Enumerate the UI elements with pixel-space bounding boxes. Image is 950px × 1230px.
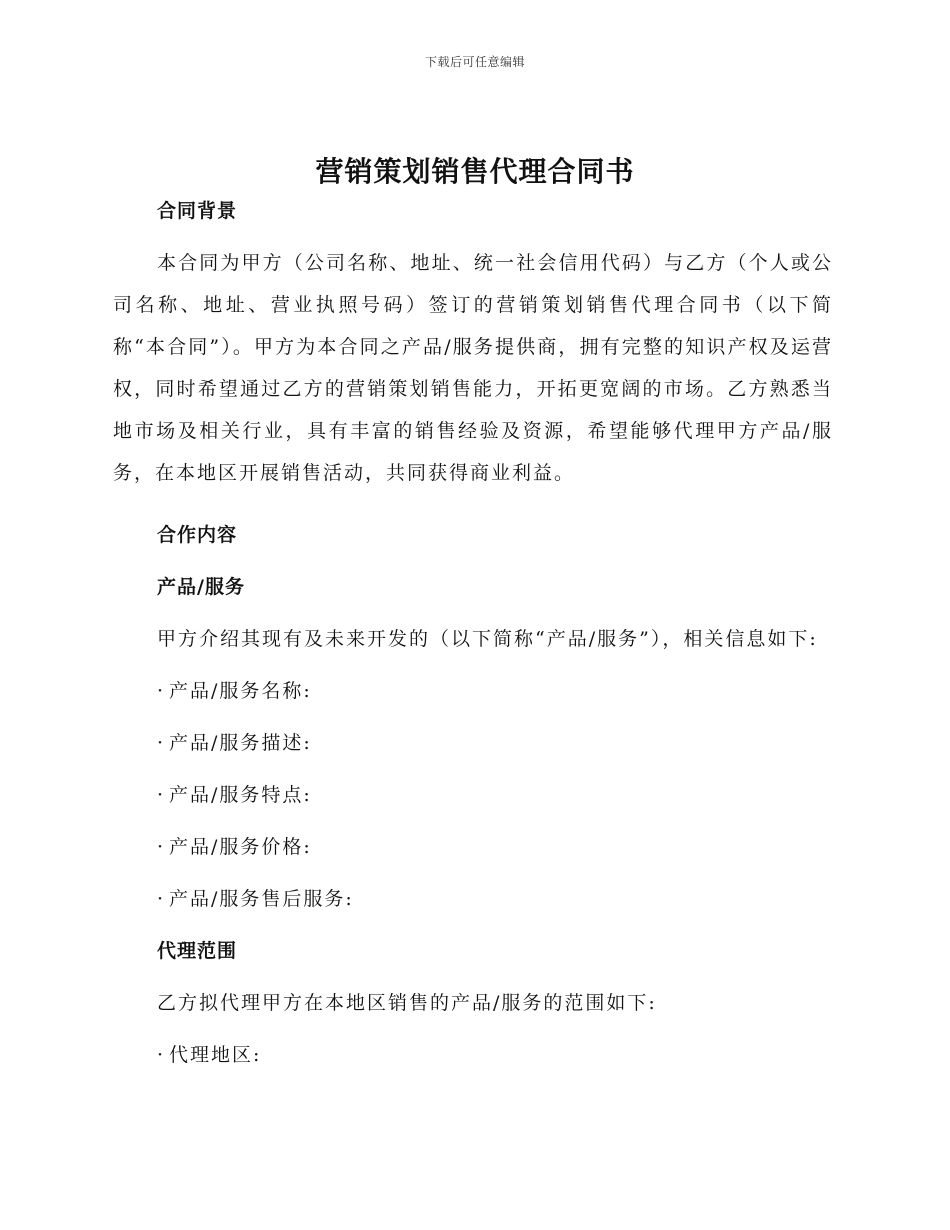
list-item-label: 代理地区:: [169, 1044, 262, 1066]
scope-paragraph: 乙方拟代理甲方在本地区销售的产品/服务的范围如下:: [157, 992, 657, 1014]
list-item-label: 产品/服务价格:: [169, 836, 312, 858]
scope-list: [113, 1034, 833, 1076]
list-item: [113, 1034, 833, 1076]
section-heading-product: 产品/服务: [157, 576, 245, 598]
product-paragraph: 甲方介绍其现有及未来开发的（以下简称“产品/服务”），相关信息如下:: [157, 628, 818, 650]
bullet-icon: ·: [157, 732, 166, 754]
background-paragraph: 本合同为甲方（公司名称、地址、统一社会信用代码）与乙方（个人或公司名称、地址、营业执照号码）签订的营销策划销售代理合同书（以下简称“本合同”）。甲方为本合同之产品/服务提供商，拥有完整的知识产权及运营权，同时希望通过乙方的营销策划销售能力，开拓更宽阔的市场。乙方熟悉当地市场及相关行业，具有丰富的销售经验及资源，希望能够代理甲方产品/服务，在本地区开展销售活动，共同获得商业利益。: [113, 252, 833, 484]
list-item: [113, 722, 833, 764]
document-title: 营销策划销售代理合同书: [315, 155, 635, 188]
list-item: [113, 826, 833, 868]
bullet-icon: ·: [157, 784, 166, 806]
bullet-icon: ·: [157, 888, 166, 910]
bullet-icon: ·: [157, 836, 166, 858]
document-body: [113, 190, 833, 1076]
list-item-label: 产品/服务描述:: [169, 732, 312, 754]
page-header-note: 下载后可任意编辑: [424, 55, 525, 69]
section-heading-background: 合同背景: [157, 200, 238, 222]
list-item-label: 产品/服务名称:: [169, 680, 312, 702]
list-item: [113, 774, 833, 816]
list-item-label: 产品/服务特点:: [169, 784, 312, 806]
list-item-label: 产品/服务售后服务:: [169, 888, 354, 910]
list-item: [113, 878, 833, 920]
section-heading-cooperation: 合作内容: [157, 524, 238, 546]
bullet-icon: ·: [157, 680, 166, 702]
section-heading-scope: 代理范围: [157, 940, 238, 962]
bullet-icon: ·: [157, 1044, 166, 1066]
product-info-list: [113, 670, 833, 920]
list-item: [113, 670, 833, 712]
